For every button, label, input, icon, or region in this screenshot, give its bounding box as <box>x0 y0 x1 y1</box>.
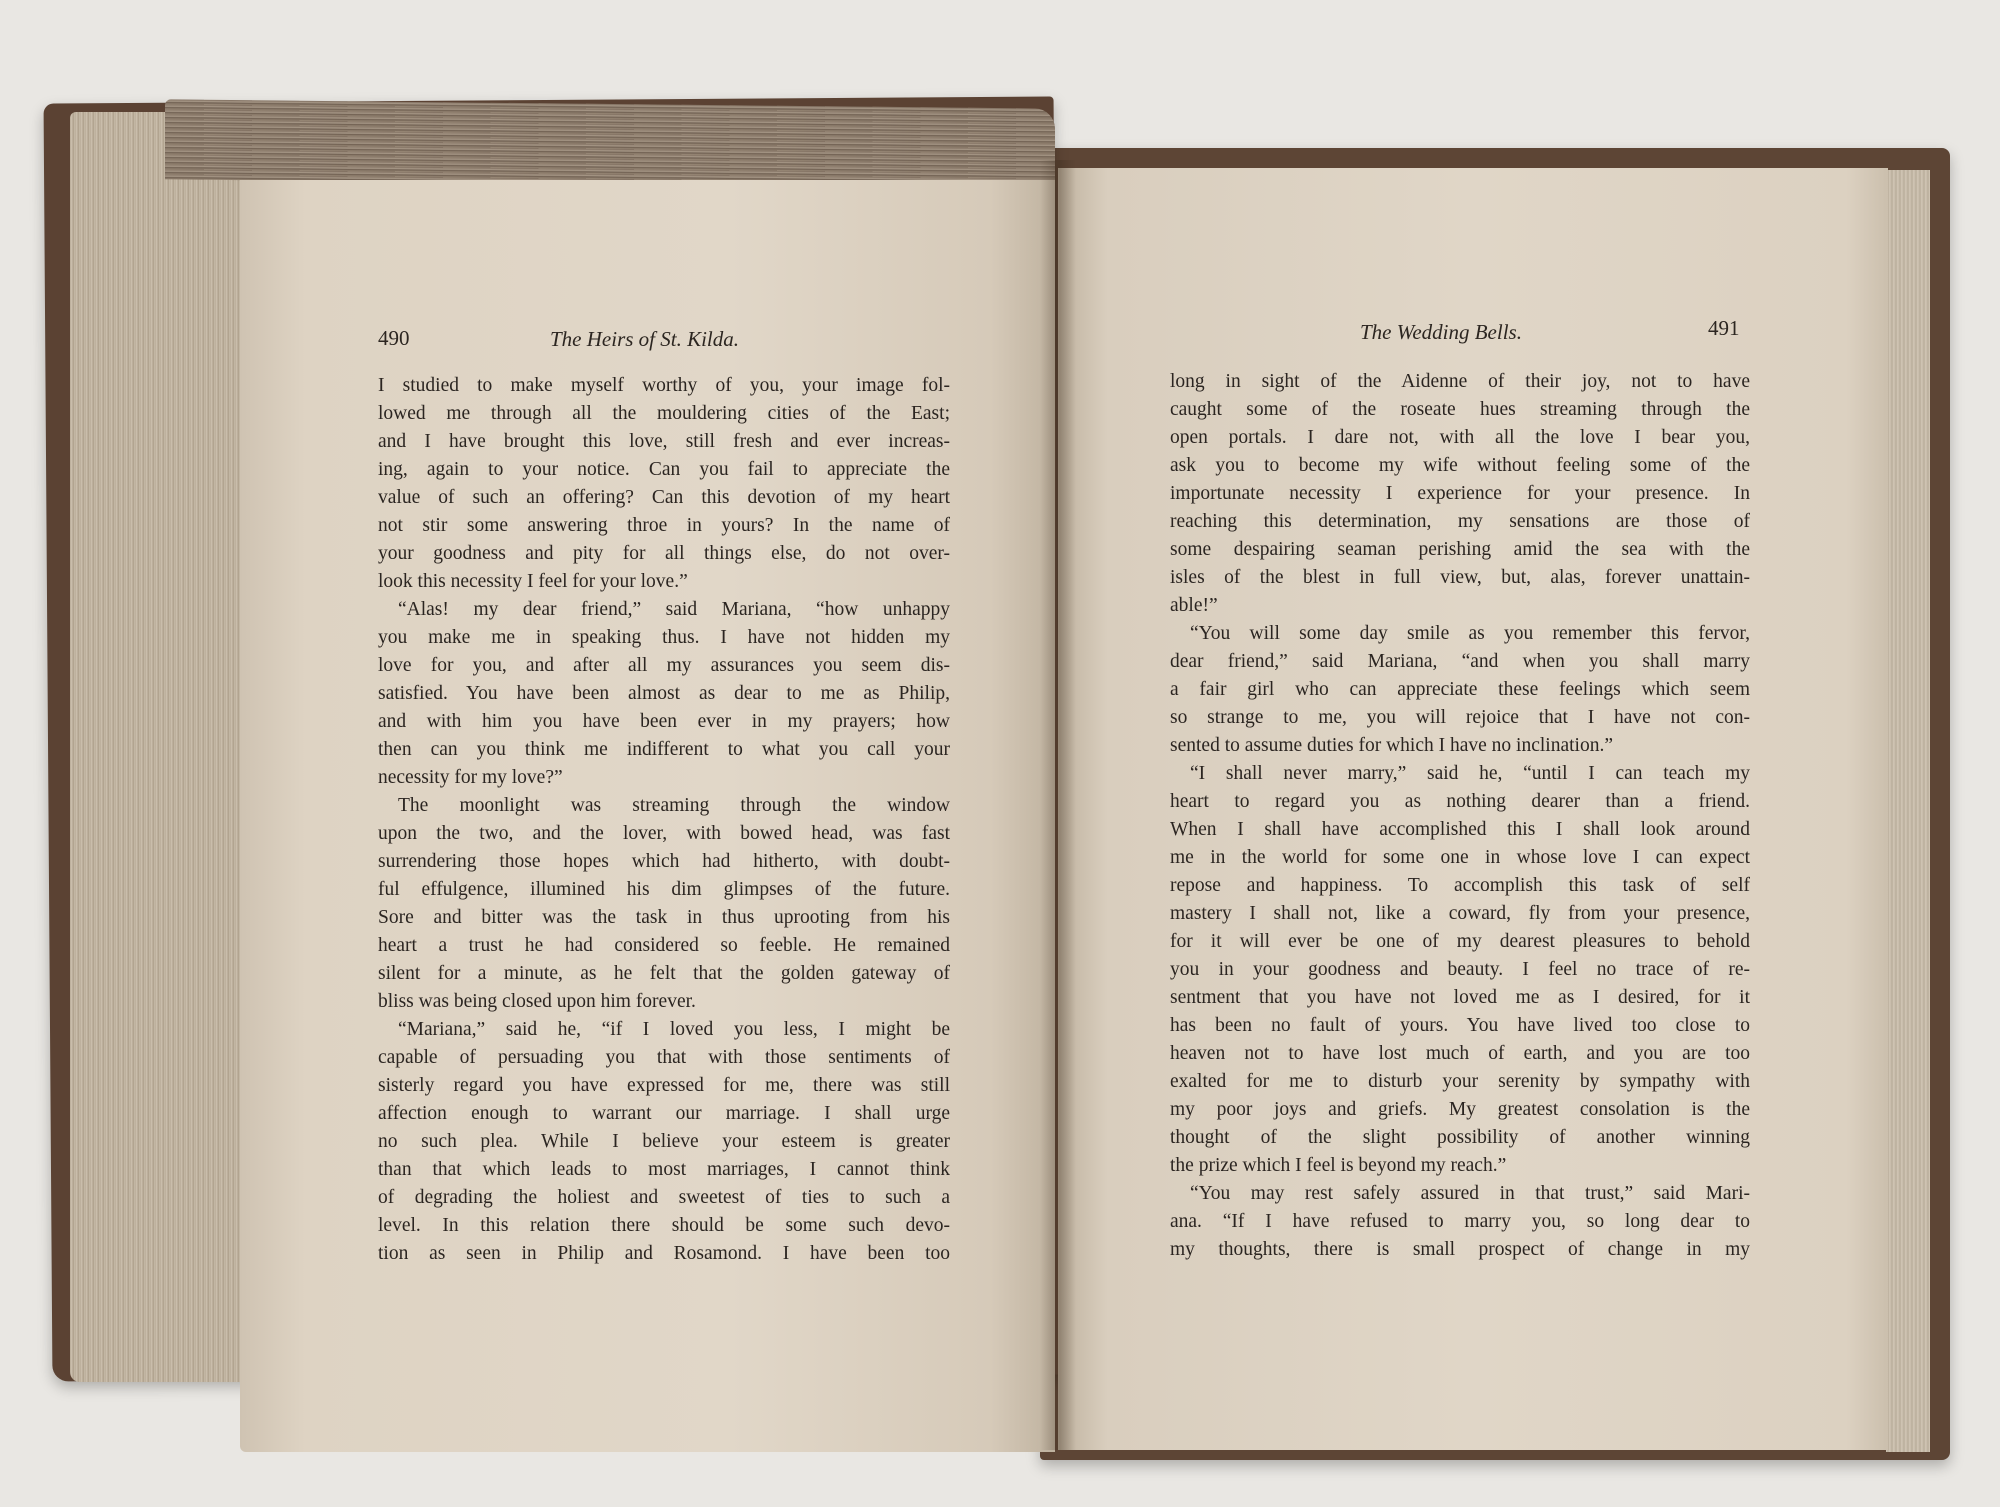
text-line: me in the world for some one in whose love I can expect <box>1170 847 1750 868</box>
text-line: of degrading the holiest and sweetest of ties to such a <box>378 1187 950 1208</box>
text-line: “You will some day smile as you remember this fervor, <box>1190 623 1750 644</box>
text-line: reaching this determination, my sensations are those of <box>1170 511 1750 532</box>
text-line: thought of the slight possibility of another winning <box>1170 1127 1750 1148</box>
book-gutter <box>1040 160 1076 1450</box>
left-page-number: 490 <box>378 326 410 350</box>
text-line: and with him you have been ever in my prayers; how <box>378 711 950 732</box>
text-line: repose and happiness. To accomplish this task of self <box>1170 875 1750 896</box>
text-line: “I shall never marry,” said he, “until I can teach my <box>1190 763 1750 784</box>
text-line: capable of persuading you that with those sentiments of <box>378 1047 950 1068</box>
text-line: isles of the blest in full view, but, alas, forever unattain- <box>1170 567 1750 588</box>
text-line: level. In this relation there should be some such devo- <box>378 1215 950 1236</box>
right-page <box>1058 168 1888 1450</box>
text-line: silent for a minute, as he felt that the golden gateway of <box>378 963 950 984</box>
left-running-title: The Heirs of St. Kilda. <box>550 327 740 351</box>
text-line: no such plea. While I believe your esteem is greater <box>378 1131 950 1152</box>
text-line: for it will ever be one of my dearest pleasures to behold <box>1170 931 1750 952</box>
text-line: dear friend,” said Mariana, “and when you shall marry <box>1170 651 1750 672</box>
left-body-text <box>378 372 950 1268</box>
text-line: the prize which I feel is beyond my reach.” <box>1170 1155 1507 1176</box>
text-line: has been no fault of yours. You have lived too close to <box>1170 1015 1750 1036</box>
right-page-number: 491 <box>1708 316 1740 340</box>
text-line: a fair girl who can appreciate these feelings which seem <box>1170 679 1750 700</box>
text-line: Sore and bitter was the task in thus uprooting from his <box>378 907 950 928</box>
text-line: love for you, and after all my assurances you seem dis- <box>378 655 950 676</box>
text-line: necessity for my love?” <box>378 767 563 788</box>
text-line: open portals. I dare not, with all the love I bear you, <box>1170 427 1750 448</box>
text-line: heart a trust he had considered so feeble. He remained <box>378 935 950 956</box>
text-line: “Mariana,” said he, “if I loved you less, I might be <box>398 1019 950 1040</box>
text-line: my thoughts, there is small prospect of change in my <box>1170 1239 1750 1260</box>
text-line: some despairing seaman perishing amid the sea with the <box>1170 539 1750 560</box>
text-line: The moonlight was streaming through the window <box>398 795 950 816</box>
text-line: then can you think me indifferent to what you call your <box>378 739 950 760</box>
page-stack-edge <box>70 112 245 1382</box>
text-line: ing, again to your notice. Can you fail to appreciate the <box>378 459 950 480</box>
text-line: heaven not to have lost much of earth, and you are too <box>1170 1043 1750 1064</box>
text-line: “Alas! my dear friend,” said Mariana, “how unhappy <box>398 599 950 620</box>
text-line: able!” <box>1170 595 1218 616</box>
text-line: satisfied. You have been almost as dear to me as Philip, <box>378 683 950 704</box>
page-stack-top <box>165 99 1055 188</box>
text-line: bliss was being closed upon him forever. <box>378 991 696 1012</box>
text-line: heart to regard you as nothing dearer than a friend. <box>1170 791 1750 812</box>
text-line: When I shall have accomplished this I shall look around <box>1170 819 1750 840</box>
text-line: long in sight of the Aidenne of their joy, not to have <box>1170 371 1750 392</box>
text-line: sented to assume duties for which I have no inclination.” <box>1170 735 1613 756</box>
text-line: my poor joys and griefs. My greatest consolation is the <box>1170 1099 1750 1120</box>
text-line: sentment that you have not loved me as I desired, for it <box>1170 987 1750 1008</box>
left-page <box>240 180 1055 1452</box>
text-line: affection enough to warrant our marriage. I shall urge <box>378 1103 950 1124</box>
text-line: not stir some answering throe in yours? In the name of <box>378 515 950 536</box>
text-line: sisterly regard you have expressed for me, there was still <box>378 1075 950 1096</box>
text-line: tion as seen in Philip and Rosamond. I have been too <box>378 1243 950 1264</box>
text-line: ask you to become my wife without feeling some of the <box>1170 455 1750 476</box>
text-line: and I have brought this love, still fresh and ever increas- <box>378 431 950 452</box>
text-line: value of such an offering? Can this devotion of my heart <box>378 487 950 508</box>
text-line: importunate necessity I experience for your presence. In <box>1170 483 1750 504</box>
right-page-edge <box>1886 170 1930 1452</box>
text-line: I studied to make myself worthy of you, your image fol- <box>378 375 950 396</box>
text-line: upon the two, and the lover, with bowed head, was fast <box>378 823 950 844</box>
text-line: look this necessity I feel for your love.” <box>378 571 688 592</box>
text-line: you in your goodness and beauty. I feel no trace of re- <box>1170 959 1750 980</box>
text-line: your goodness and pity for all things else, do not over- <box>378 543 950 564</box>
right-body-text <box>1170 368 1750 1264</box>
text-line: so strange to me, you will rejoice that I have not con- <box>1170 707 1750 728</box>
text-line: exalted for me to disturb your serenity by sympathy with <box>1170 1071 1750 1092</box>
right-running-title: The Wedding Bells. <box>1360 320 1522 344</box>
text-line: you make me in speaking thus. I have not hidden my <box>378 627 950 648</box>
text-line: than that which leads to most marriages, I cannot think <box>378 1159 950 1180</box>
text-line: ful effulgence, illumined his dim glimpses of the future. <box>378 879 950 900</box>
text-line: surrendering those hopes which had hitherto, with doubt- <box>378 851 950 872</box>
text-line: caught some of the roseate hues streaming through the <box>1170 399 1750 420</box>
text-line: lowed me through all the mouldering cities of the East; <box>378 403 950 424</box>
text-line: ana. “If I have refused to marry you, so long dear to <box>1170 1211 1750 1232</box>
text-line: “You may rest safely assured in that trust,” said Mari- <box>1190 1183 1750 1204</box>
text-line: mastery I shall not, like a coward, fly from your presence, <box>1170 903 1750 924</box>
